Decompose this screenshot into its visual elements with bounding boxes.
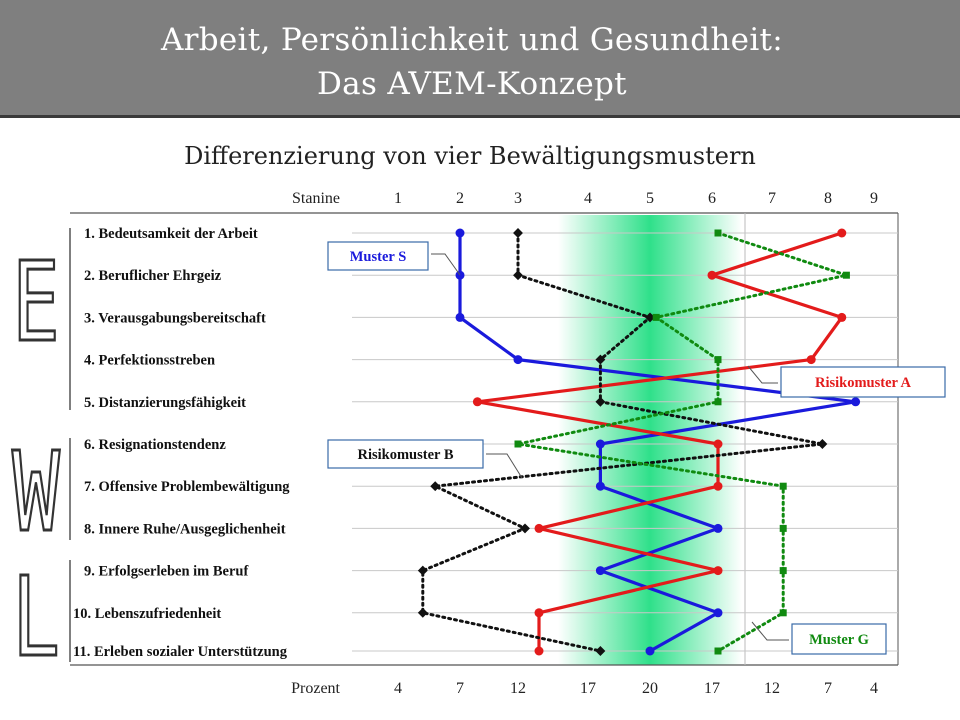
series-point-0 xyxy=(851,397,860,406)
series-point-2 xyxy=(418,566,428,576)
category-label: 5. Distanzierungsfähigkeit xyxy=(84,394,246,411)
series-point-0 xyxy=(456,229,465,238)
series-point-1 xyxy=(837,229,846,238)
series-point-1 xyxy=(714,566,723,575)
category-label: 3. Verausgabungsbereitschaft xyxy=(84,310,266,327)
category-label: 4. Perfektionsstreben xyxy=(84,352,216,369)
top-axis-tick: 4 xyxy=(584,190,592,207)
series-point-0 xyxy=(456,271,465,280)
top-axis-tick: 7 xyxy=(768,190,776,207)
title-line-1: Arbeit, Persönlichkeit und Gesundheit: xyxy=(160,22,784,58)
category-label: 11. Erleben sozialer Unterstützung xyxy=(73,644,287,660)
series-point-1 xyxy=(837,313,846,322)
category-label: 8. Innere Ruhe/Ausgeglichenheit xyxy=(84,521,286,538)
series-point-3 xyxy=(780,483,787,490)
category-label: 10. Lebenszufriedenheit xyxy=(73,605,222,622)
series-point-3 xyxy=(715,648,722,655)
series-point-3 xyxy=(515,441,522,448)
top-axis-tick: 5 xyxy=(646,190,654,207)
callout-label: Muster G xyxy=(809,632,869,648)
series-point-1 xyxy=(807,355,816,364)
category-label: 2. Beruflicher Ehrgeiz xyxy=(84,268,222,285)
series-point-0 xyxy=(714,608,723,617)
series-point-3 xyxy=(715,398,722,405)
side-letter-e: E xyxy=(12,237,60,367)
bottom-axis-tick: 4 xyxy=(394,680,402,697)
series-point-0 xyxy=(714,524,723,533)
series-point-1 xyxy=(535,608,544,617)
category-label: 1. Bedeutsamkeit der Arbeit xyxy=(84,226,258,242)
chart-subtitle: Differenzierung von vier Bewältigungsmustern xyxy=(184,142,756,170)
series-point-2 xyxy=(430,481,440,491)
series-point-2 xyxy=(513,228,523,238)
bottom-axis-tick: 4 xyxy=(870,680,878,697)
series-point-1 xyxy=(535,647,544,656)
top-axis-tick: 3 xyxy=(514,190,522,207)
bottom-axis-tick: 12 xyxy=(764,680,780,697)
callout-label: Muster S xyxy=(349,249,407,265)
callout-leader xyxy=(752,622,789,640)
series-point-0 xyxy=(596,440,605,449)
series-point-1 xyxy=(708,271,717,280)
series-point-3 xyxy=(780,609,787,616)
series-point-3 xyxy=(843,272,850,279)
series-point-2 xyxy=(513,270,523,280)
series-point-1 xyxy=(714,482,723,491)
callout-leader xyxy=(486,454,522,478)
top-axis-tick: 9 xyxy=(870,190,878,207)
bottom-axis-tick: 12 xyxy=(510,680,526,697)
bottom-axis-tick: 7 xyxy=(456,680,464,697)
bottom-axis-label: Prozent xyxy=(291,680,340,697)
series-point-3 xyxy=(780,567,787,574)
callout-label: Risikomuster A xyxy=(814,375,912,391)
bottom-axis-tick: 17 xyxy=(704,680,720,697)
series-point-3 xyxy=(715,356,722,363)
series-point-0 xyxy=(596,566,605,575)
series-point-1 xyxy=(473,397,482,406)
series-point-1 xyxy=(714,440,723,449)
title-line-2: Das AVEM-Konzept xyxy=(317,66,627,102)
series-point-0 xyxy=(596,482,605,491)
category-label: 9. Erfolgserleben im Beruf xyxy=(84,563,249,580)
bottom-axis-tick: 20 xyxy=(642,680,658,697)
series-point-0 xyxy=(514,355,523,364)
series-point-3 xyxy=(715,230,722,237)
series-point-0 xyxy=(456,313,465,322)
callout-leader xyxy=(431,254,460,275)
highlight-band xyxy=(558,215,742,665)
bottom-axis-tick: 17 xyxy=(580,680,596,697)
series-point-3 xyxy=(780,525,787,532)
category-label: 7. Offensive Problembewältigung xyxy=(84,479,290,496)
bottom-axis-tick: 7 xyxy=(824,680,832,697)
series-point-2 xyxy=(418,608,428,618)
top-axis-tick: 1 xyxy=(394,190,402,207)
series-point-0 xyxy=(646,647,655,656)
category-label: 6. Resignationstendenz xyxy=(84,437,226,453)
callout-label: Risikomuster B xyxy=(357,447,454,463)
series-point-2 xyxy=(817,439,827,449)
top-axis-tick: 6 xyxy=(708,190,716,207)
side-letter-l: L xyxy=(12,552,60,682)
top-axis-label: Stanine xyxy=(292,190,340,207)
top-axis-tick: 8 xyxy=(824,190,832,207)
series-point-2 xyxy=(520,523,530,533)
series-point-3 xyxy=(653,314,660,321)
series-point-1 xyxy=(535,524,544,533)
top-axis-tick: 2 xyxy=(456,190,464,207)
side-letter-w: W xyxy=(12,427,60,557)
